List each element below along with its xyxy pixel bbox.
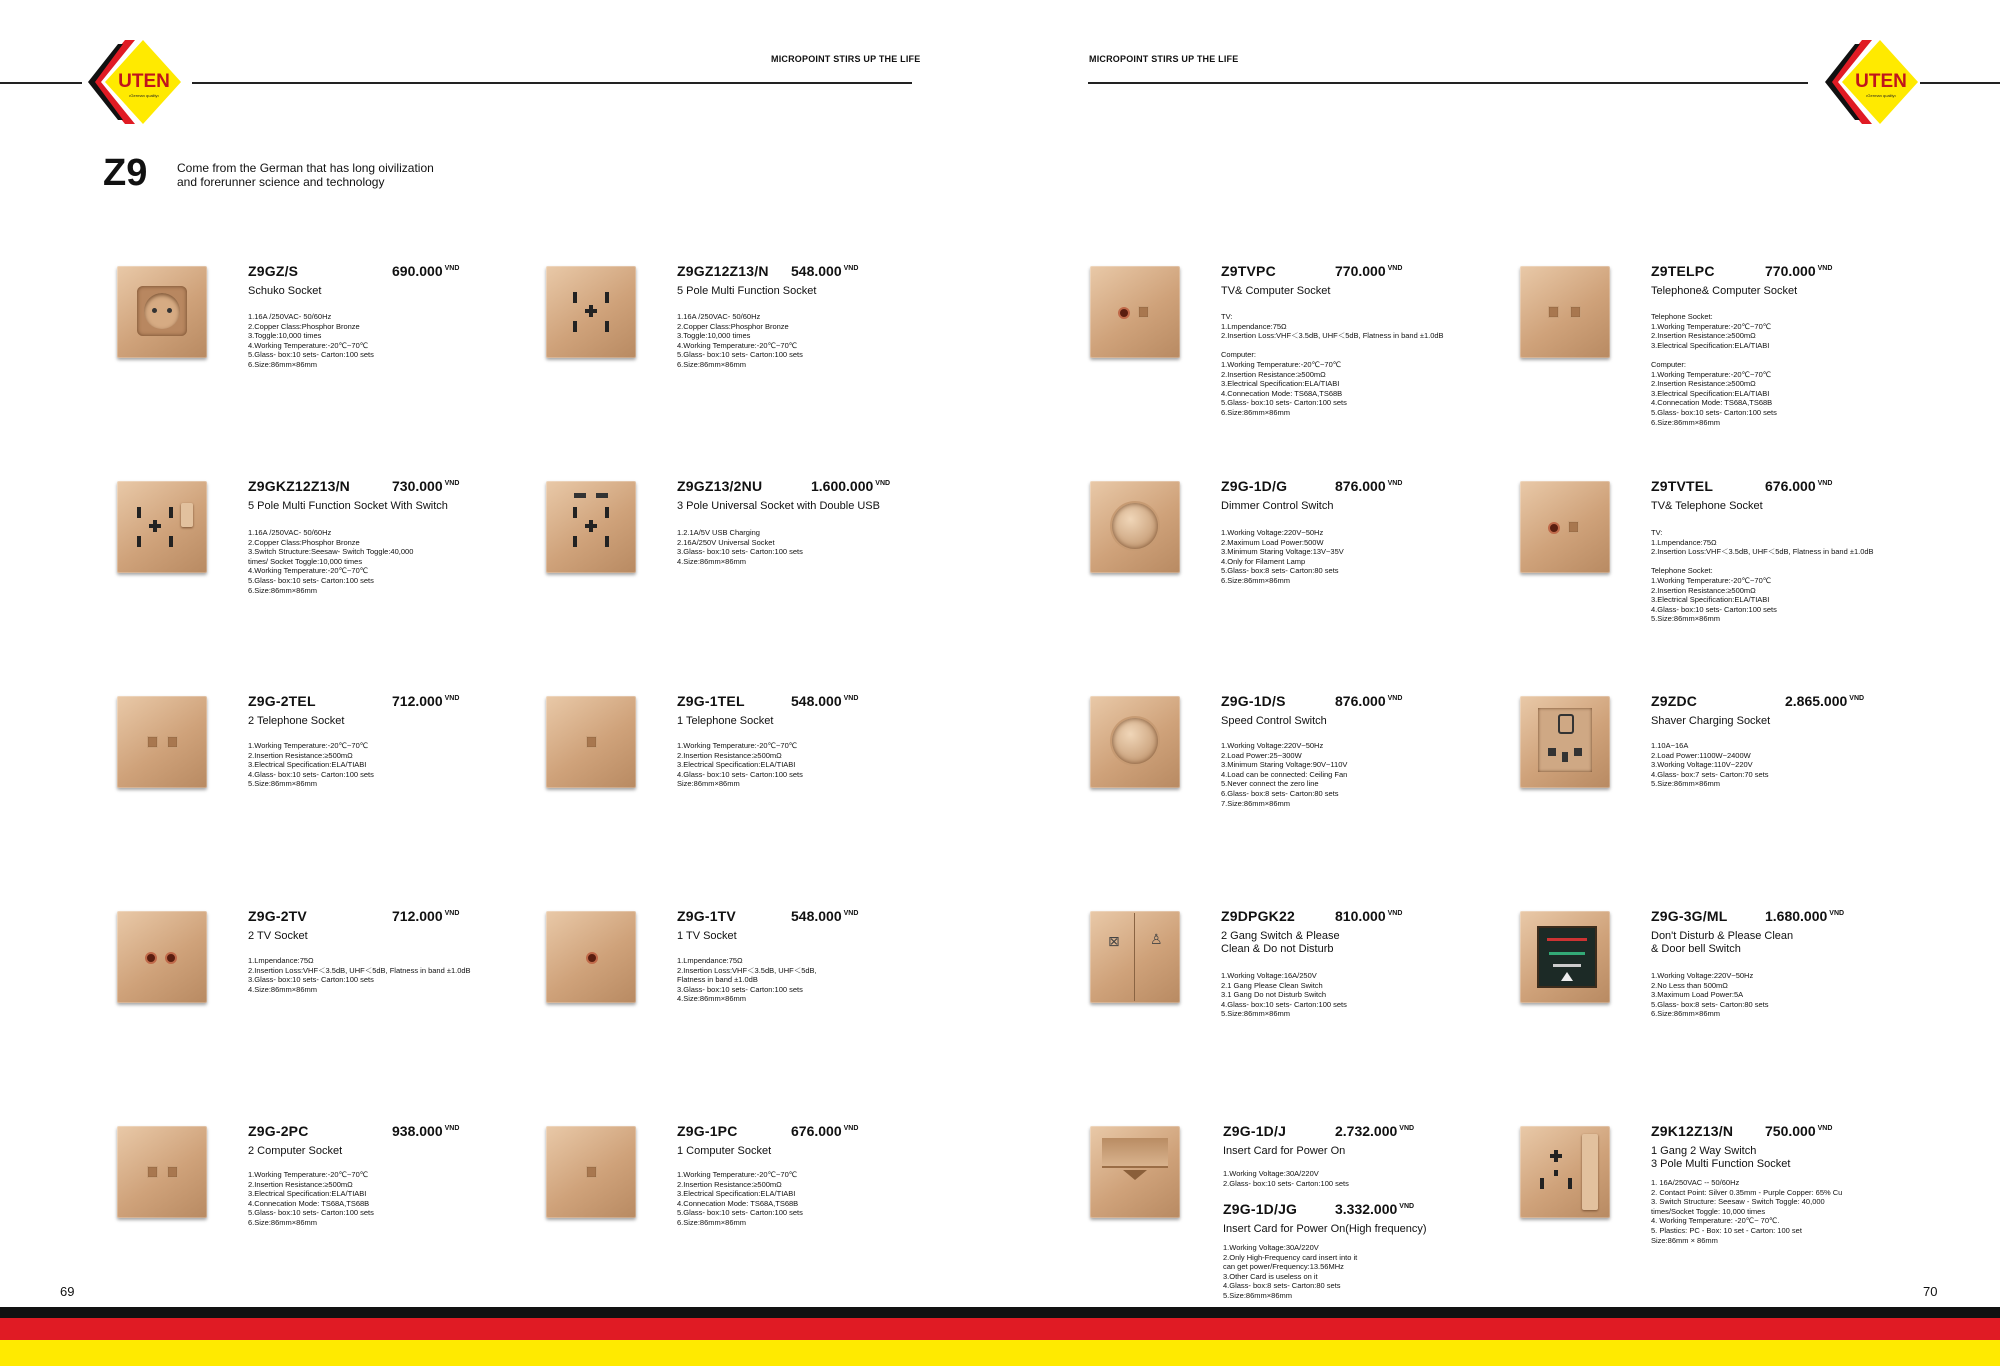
doorbell-panel-icon [1537, 926, 1597, 988]
product-name: Dimmer Control Switch [1221, 500, 1334, 512]
product-name: 1 TV Socket [677, 930, 737, 942]
product-specs: 1.Lmpendance:75Ω 2.Insertion Loss:VHF＜3.5dB, UHF＜5dB, Flatness in band ±1.0dB 3.Glass- box:10 sets- Carton:100 sets 4.Size:86mm×86mm [248, 956, 471, 994]
disturb-switch-icon: ♙ [1150, 931, 1163, 947]
product-price: 2.732.000 $^{VND}$ [1335, 1123, 1415, 1139]
product-name: Don't Disturb & Please Clean & Door bell Switch [1651, 930, 1794, 955]
multi-socket-icon [569, 503, 613, 551]
multi-socket-icon [133, 503, 177, 551]
product-card [117, 693, 537, 896]
product-code: Z9ZDC [1651, 693, 1698, 709]
product-thumbnail [1090, 266, 1180, 358]
product-card [117, 478, 537, 681]
product-specs: 1.Working Voltage:30A/220V 2.Only High-Frequency card insert into it can get power/Frequency:13.56MHz 3.Other Card is useless on it 4.Glass- box:8 sets- Carton:80 sets 5.Size:86mm×86mm [1223, 1243, 1358, 1300]
rj-port-icon [1548, 306, 1559, 318]
product-specs: 1.Working Voltage:16A/250V 2.1 Gang Please Clean Switch 3.1 Gang Do not Disturb Switch 4.Glass- box:10 sets- Carton:100 sets 5.Size:86mm×86mm [1221, 971, 1347, 1019]
product-card [546, 693, 966, 896]
coax-port-icon [1548, 522, 1560, 534]
product-code: Z9G-2PC [248, 1123, 309, 1139]
svg-text:UTEN: UTEN [118, 71, 170, 92]
product-thumbnail [1090, 696, 1180, 788]
tagline-left: MICROPOINT STIRS UP THE LIFE [771, 54, 921, 64]
product-card [1520, 908, 1940, 1111]
product-name: 2 Telephone Socket [248, 715, 345, 727]
dimmer-knob-icon [1112, 718, 1158, 764]
product-thumbnail [546, 266, 636, 358]
product-price: 676.000 $^{VND}$ [791, 1123, 859, 1139]
stripe-yellow [0, 1340, 2000, 1366]
usb-port-icon [596, 493, 608, 498]
product-code: Z9TVTEL [1651, 478, 1714, 494]
product-thumbnail [117, 911, 207, 1003]
tagline-right: MICROPOINT STIRS UP THE LIFE [1089, 54, 1239, 64]
product-specs: 1. 16A/250VAC -- 50/60Hz 2. Contact Point: Silver 0.35mm - Purple Copper: 65% Cu 3. Switch Structure: Seesaw - Switch Toggle: 40,000 times/Socket Toggle: 10,000 times 4. Working Temperature: -20℃~ 70℃. 5. Plastics: PC - Box: 10 set - Carton: 100 set Size:86mm × 86mm [1651, 1178, 1843, 1245]
product-card [546, 263, 966, 466]
product-specs: TV: 1.Lmpendance:75Ω 2.Insertion Loss:VHF＜3.5dB, UHF＜5dB, Flatness in band ±1.0dB Telephone Socket: 1.Working Temperature:-20℃~70℃ 2.Insertion Resistance:≥500mΩ 3.Electrical Specification:ELA/TIABI 4.Glass- box:10 sets- Carton:100 sets 5.Size:86mm×86mm [1651, 528, 1874, 624]
product-specs: 1.Working Voltage:220V~50Hz 2.Maximum Load Power:500W 3.Minimum Staring Voltage:13V~35V 4.Only for Filament Lamp 5.Glass- box:8 sets- Carton:80 sets 6.Size:86mm×86mm [1221, 528, 1344, 585]
product-price: 690.000 $^{VND}$ [392, 263, 460, 279]
product-code: Z9GZ/S [248, 263, 299, 279]
page-number-left: 69 [60, 1284, 75, 1299]
product-specs: Telephone Socket: 1.Working Temperature:-20℃~70℃ 2.Insertion Resistance:≥500mΩ 3.Electrical Specification:ELA/TIABI Computer: 1.Working Temperature:-20℃~70℃ 2.Insertion Resistance:≥500mΩ 3.Electrical Specification:ELA/TIABI 4.Connecation Mode: TS68A,TS68B 5.Glass- box:10 sets- Carton:100 sets 6.Size:86mm×86mm [1651, 312, 1777, 427]
product-thumbnail [1520, 911, 1610, 1003]
series-code: Z9 [103, 152, 148, 194]
product-card [117, 908, 537, 1111]
product-card [1090, 263, 1510, 466]
product-thumbnail [117, 481, 207, 573]
multi-socket-icon [1534, 1148, 1578, 1196]
product-code: Z9G-2TEL [248, 693, 316, 709]
product-name: 1 Computer Socket [677, 1145, 772, 1157]
stripe-red [0, 1318, 2000, 1340]
product-code: Z9G-1D/G [1221, 478, 1288, 494]
rj-port-icon [1138, 306, 1149, 318]
product-specs: 1.16A /250VAC- 50/60Hz 2.Copper Class:Phosphor Bronze 3.Switch Structure:Seesaw- Switch Toggle:40,000 times/ Socket Toggle:10,000 times 4.Working Temperature:-20℃~70℃ 5.Glass- box:10 sets- Carton:100 sets 6.Size:86mm×86mm [248, 528, 414, 595]
product-name: 1 Gang 2 Way Switch 3 Pole Multi Function Socket [1651, 1145, 1791, 1170]
product-thumbnail [1090, 911, 1180, 1003]
product-specs: 1.Working Temperature:-20℃~70℃ 2.Insertion Resistance:≥500mΩ 3.Electrical Specification:ELA/TIABI 4.Glass- box:10 sets- Carton:100 sets 5.Size:86mm×86mm [248, 741, 374, 789]
product-card [546, 1123, 966, 1326]
header-rule-left-short [0, 82, 82, 84]
product-price: 938.000 $^{VND}$ [392, 1123, 460, 1139]
product-specs: 1.16A /250VAC- 50/60Hz 2.Copper Class:Phosphor Bronze 3.Toggle:10,000 times 4.Working Temperature:-20℃~70℃ 5.Glass- box:10 sets- Carton:100 sets 6.Size:86mm×86mm [677, 312, 803, 369]
card-slot-icon [1102, 1138, 1168, 1168]
dnd-switch-icon [1134, 913, 1135, 1001]
header-rule-right [1088, 82, 1808, 84]
rj-port-icon [1568, 521, 1579, 533]
product-price: 548.000 $^{VND}$ [791, 693, 859, 709]
rj-port-icon [147, 1166, 158, 1178]
product-name: 5 Pole Multi Function Socket [677, 285, 817, 297]
rj-port-icon [167, 1166, 178, 1178]
rj-port-icon [1570, 306, 1581, 318]
coax-port-icon [1118, 307, 1130, 319]
coax-port-icon [145, 952, 157, 964]
product-price: 548.000 $^{VND}$ [791, 263, 859, 279]
product-code: Z9G-2TV [248, 908, 307, 924]
product-name: Shaver Charging Socket [1651, 715, 1771, 727]
product-card [1090, 693, 1510, 896]
product-specs: 1.2.1A/5V USB Charging 2.16A/250V Universal Socket 3.Glass- box:10 sets- Carton:100 sets 4.Size:86mm×86mm [677, 528, 803, 566]
product-name: Insert Card for Power On(High frequency) [1223, 1223, 1427, 1235]
header-rule-right-short [1920, 82, 2000, 84]
product-name: 2 TV Socket [248, 930, 308, 942]
product-specs: 1.Working Temperature:-20℃~70℃ 2.Insertion Resistance:≥500mΩ 3.Electrical Specification:ELA/TIABI 4.Glass- box:10 sets- Carton:100 sets Size:86mm×86mm [677, 741, 803, 789]
product-thumbnail [1520, 696, 1610, 788]
product-code: Z9GZ13/2NU [677, 478, 763, 494]
product-thumbnail [546, 696, 636, 788]
card-arrow-icon [1123, 1170, 1147, 1180]
series-intro [177, 161, 434, 189]
product-price: 1.600.000 $^{VND}$ [811, 478, 891, 494]
product-thumbnail [117, 1126, 207, 1218]
product-specs: TV: 1.Lmpendance:75Ω 2.Insertion Loss:VHF＜3.5dB, UHF＜5dB, Flatness in band ±1.0dB Computer: 1.Working Temperature:-20℃~70℃ 2.Insertion Resistance:≥500mΩ 3.Electrical Specification:ELA/TIABI 4.Connecation Mode: TS68A,TS68B 5.Glass- box:10 sets- Carton:100 sets 6.Size:86mm×86mm [1221, 312, 1444, 417]
product-price: 876.000 $^{VND}$ [1335, 693, 1403, 709]
rj-port-icon [586, 736, 597, 748]
shaver-socket-icon [1538, 708, 1592, 772]
product-code: Z9G-1TEL [677, 693, 745, 709]
product-specs: 1.Working Voltage:30A/220V 2.Glass- box:10 sets- Carton:100 sets [1223, 1169, 1349, 1188]
product-card [1520, 478, 1940, 681]
product-price: 810.000 $^{VND}$ [1335, 908, 1403, 924]
product-name: 5 Pole Multi Function Socket With Switch [248, 500, 448, 512]
product-card [1520, 263, 1940, 466]
product-card [1090, 1123, 1510, 1326]
product-name: Telephone& Computer Socket [1651, 285, 1798, 297]
product-name: 3 Pole Universal Socket with Double USB [677, 500, 880, 512]
product-specs: 1.10A~16A 2.Load Power:1100W~2400W 3.Working Voltage:110V~220V 4.Glass- box:7 sets- Carton:70 sets 5.Size:86mm×86mm [1651, 741, 1769, 789]
product-specs: 1.Working Temperature:-20℃~70℃ 2.Insertion Resistance:≥500mΩ 3.Electrical Specification:ELA/TIABI 4.Connecation Mode: TS68A,TS68B 5.Glass- box:10 sets- Carton:100 sets 6.Size:86mm×86mm [677, 1170, 803, 1227]
stripe-black [0, 1307, 2000, 1318]
product-card [546, 908, 966, 1111]
rj-port-icon [147, 736, 158, 748]
product-price: 712.000 $^{VND}$ [392, 908, 460, 924]
svg-text:•German quality•: •German quality• [1866, 93, 1896, 98]
product-code: Z9G-1TV [677, 908, 736, 924]
product-specs: 1.Working Voltage:220V~50Hz 2.No Less than 500mΩ 3.Maximum Load Power:5A 5.Glass- box:8 sets- Carton:80 sets 6.Size:86mm×86mm [1651, 971, 1769, 1019]
product-thumbnail [117, 696, 207, 788]
product-price: 770.000 $^{VND}$ [1335, 263, 1403, 279]
rj-port-icon [167, 736, 178, 748]
product-thumbnail [1090, 1126, 1180, 1218]
multi-socket-icon [569, 288, 613, 336]
series-intro-line2: and forerunner science and technology [177, 175, 385, 189]
product-code: Z9TVPC [1221, 263, 1276, 279]
product-card [1520, 1123, 1940, 1326]
product-thumbnail [546, 911, 636, 1003]
product-thumbnail [546, 481, 636, 573]
product-card [117, 1123, 537, 1326]
product-price: 548.000 $^{VND}$ [791, 908, 859, 924]
header-rule-left [192, 82, 912, 84]
product-thumbnail [1520, 1126, 1610, 1218]
product-code: Z9K12Z13/N [1651, 1123, 1734, 1139]
product-price: 676.000 $^{VND}$ [1765, 478, 1833, 494]
series-intro-line1: Come from the German that has long oivilization [177, 161, 434, 175]
product-card [1520, 693, 1940, 896]
coax-port-icon [165, 952, 177, 964]
product-thumbnail [1090, 481, 1180, 573]
product-name: TV& Computer Socket [1221, 285, 1331, 297]
product-code: Z9GZ12Z13/N [677, 263, 769, 279]
product-price: 712.000 $^{VND}$ [392, 693, 460, 709]
product-name: TV& Telephone Socket [1651, 500, 1763, 512]
product-price: 770.000 $^{VND}$ [1765, 263, 1833, 279]
rj-port-icon [586, 1166, 597, 1178]
product-card [117, 263, 537, 466]
schuko-socket-icon [137, 286, 187, 336]
uten-logo-left [85, 28, 193, 136]
product-code: Z9GKZ12Z13/N [248, 478, 350, 494]
page-number-right: 70 [1923, 1284, 1938, 1299]
product-specs: 1.16A /250VAC- 50/60Hz 2.Copper Class:Phosphor Bronze 3.Toggle:10,000 times 4.Working Temperature:-20℃~70℃ 5.Glass- box:10 sets- Carton:100 sets 6.Size:86mm×86mm [248, 312, 374, 369]
product-specs: 1.Working Voltage:220V~50Hz 2.Load Power:25~300W 3.Minimum Staring Voltage:90V~110V 4.Load can be connected: Ceiling Fan 5.Never connect the zero line 6.Glass- box:8 sets- Carton:80 sets 7.Size:86mm×86mm [1221, 741, 1348, 808]
product-code: Z9G-1D/J [1223, 1123, 1287, 1139]
product-code: Z9G-3G/ML [1651, 908, 1728, 924]
product-name: 2 Computer Socket [248, 1145, 343, 1157]
product-price: 1.680.000 $^{VND}$ [1765, 908, 1845, 924]
product-specs: 1.Lmpendance:75Ω 2.Insertion Loss:VHF＜3.5dB, UHF＜5dB, Flatness in band ±1.0dB 3.Glass- box:10 sets- Carton:100 sets 4.Size:86mm×86mm [677, 956, 817, 1004]
svg-text:•German quality•: •German quality• [129, 93, 159, 98]
product-name: 1 Telephone Socket [677, 715, 774, 727]
product-thumbnail [1520, 266, 1610, 358]
product-card [1090, 908, 1510, 1111]
product-name: Schuko Socket [248, 285, 322, 297]
rocker-switch-icon [181, 503, 193, 527]
clean-switch-icon: ⊠ [1108, 933, 1120, 949]
svg-text:UTEN: UTEN [1855, 71, 1907, 92]
usb-port-icon [574, 493, 586, 498]
product-card [546, 478, 966, 681]
product-price: 2.865.000 $^{VND}$ [1785, 693, 1865, 709]
product-code: Z9G-1D/JG [1223, 1201, 1298, 1217]
product-specs: 1.Working Temperature:-20℃~70℃ 2.Insertion Resistance:≥500mΩ 3.Electrical Specification:ELA/TIABI 4.Connecation Mode: TS68A,TS68B 5.Glass- box:10 sets- Carton:100 sets 6.Size:86mm×86mm [248, 1170, 374, 1227]
product-thumbnail [117, 266, 207, 358]
product-price: 3.332.000 $^{VND}$ [1335, 1201, 1415, 1217]
product-thumbnail [546, 1126, 636, 1218]
product-code: Z9G-1D/S [1221, 693, 1286, 709]
product-price: 730.000 $^{VND}$ [392, 478, 460, 494]
product-card [1090, 478, 1510, 681]
product-price: 876.000 $^{VND}$ [1335, 478, 1403, 494]
product-code: Z9DPGK22 [1221, 908, 1295, 924]
product-name: Insert Card for Power On [1223, 1145, 1346, 1157]
product-code: Z9G-1PC [677, 1123, 738, 1139]
uten-logo-right [1822, 28, 1930, 136]
coax-port-icon [586, 952, 598, 964]
dimmer-knob-icon [1112, 503, 1158, 549]
product-name: Speed Control Switch [1221, 715, 1327, 727]
product-thumbnail [1520, 481, 1610, 573]
product-price: 750.000 $^{VND}$ [1765, 1123, 1833, 1139]
product-code: Z9TELPC [1651, 263, 1715, 279]
rocker-switch-icon [1582, 1134, 1598, 1210]
product-name: 2 Gang Switch & Please Clean & Do not Disturb [1221, 930, 1340, 955]
